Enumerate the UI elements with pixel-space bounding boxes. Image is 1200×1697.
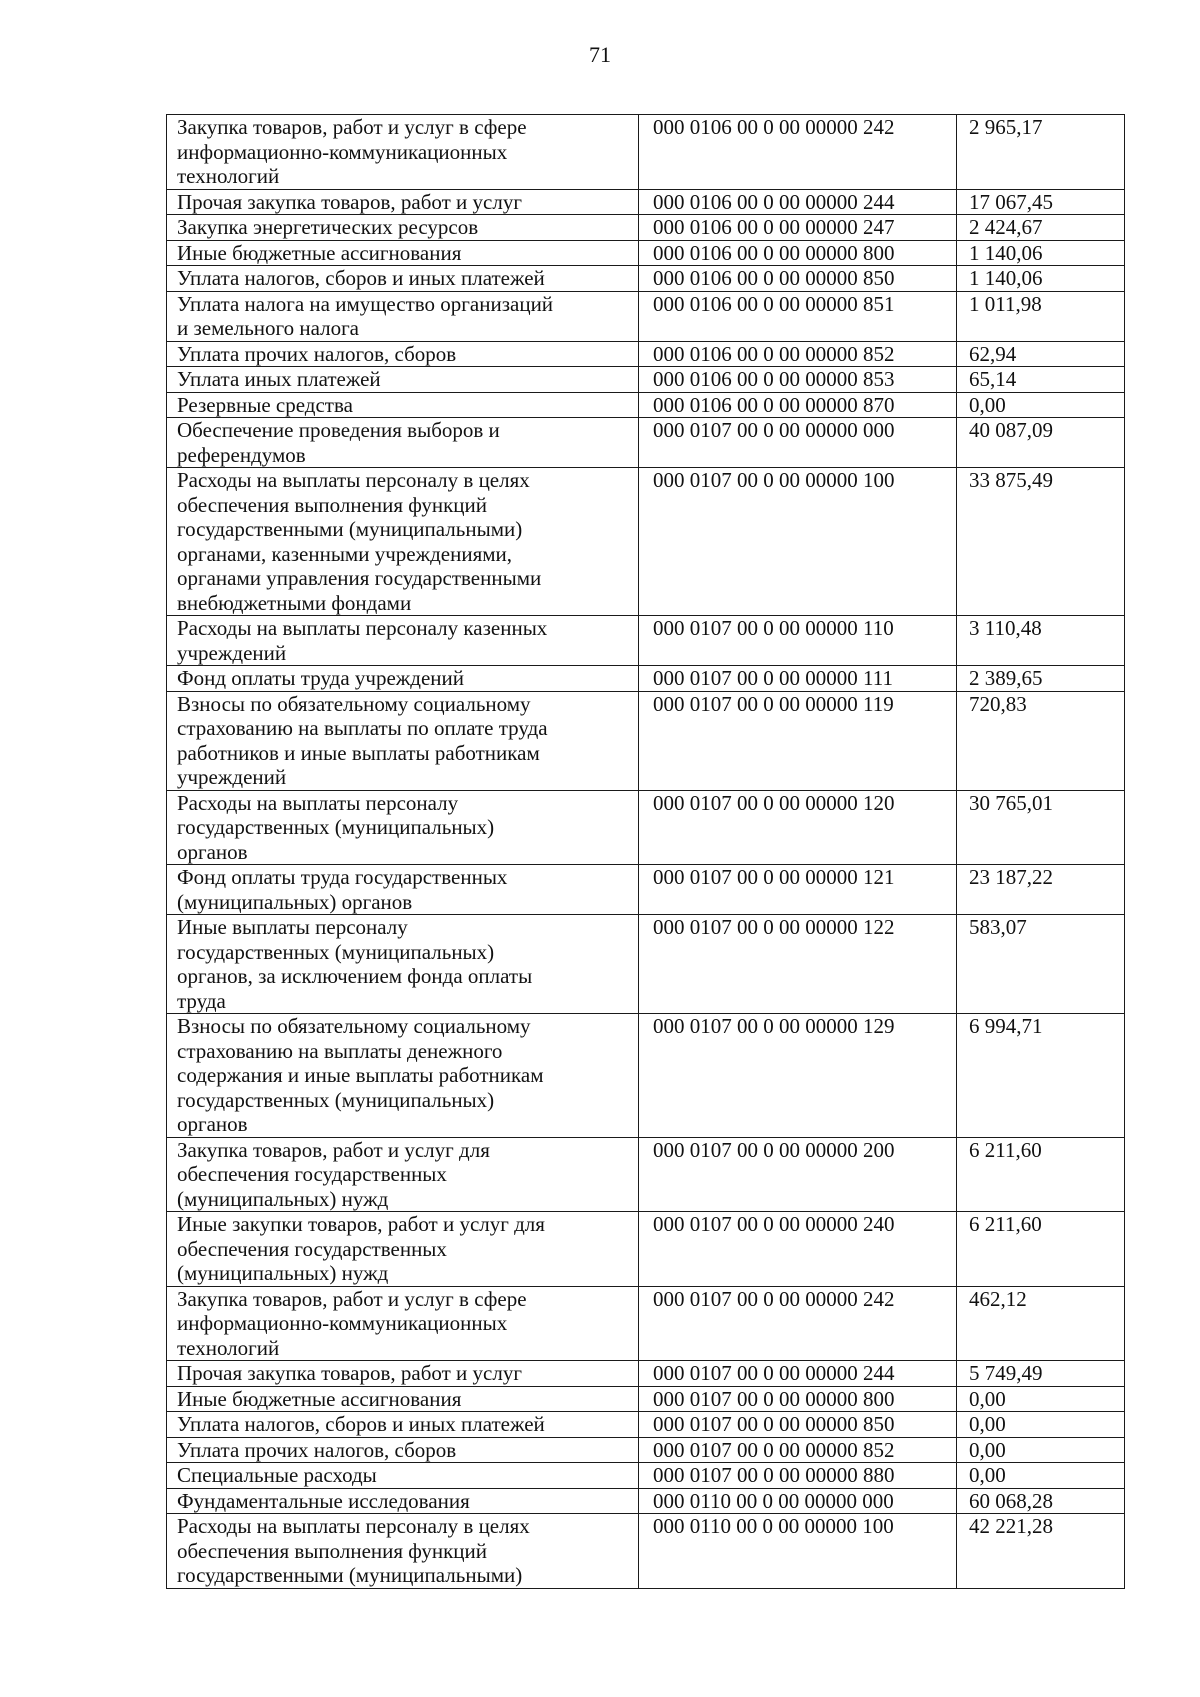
amount-cell: 2 965,17 — [957, 115, 1125, 190]
table-row — [167, 115, 1125, 190]
amount-cell: 40 087,09 — [957, 418, 1125, 468]
expense-name-cell: Расходы на выплаты персоналу казенных учреждений — [167, 616, 639, 666]
expense-name-cell: Фундаментальные исследования — [167, 1488, 639, 1514]
budget-code-cell: 000 0107 00 0 00 00000 242 — [639, 1286, 957, 1361]
budget-code-cell: 000 0107 00 0 00 00000 240 — [639, 1212, 957, 1287]
expense-name-cell: Уплата иных платежей — [167, 367, 639, 393]
expense-name-cell: Закупка товаров, работ и услуг в сфере информационно-коммуникационных технологий — [167, 115, 639, 190]
amount-cell: 0,00 — [957, 1386, 1125, 1412]
table-row — [167, 790, 1125, 865]
amount-cell: 462,12 — [957, 1286, 1125, 1361]
expense-name-cell: Иные выплаты персоналу государственных (муниципальных) органов, за исключением фонда оплаты труда — [167, 915, 639, 1014]
amount-cell: 65,14 — [957, 367, 1125, 393]
amount-cell: 0,00 — [957, 1463, 1125, 1489]
expense-name-cell: Взносы по обязательному социальному страхованию на выплаты денежного содержания и иные выплаты работникам государственных (муниципальных) органов — [167, 1014, 639, 1138]
expense-name-cell: Уплата прочих налогов, сборов — [167, 341, 639, 367]
expense-name-cell: Фонд оплаты труда государственных (муниципальных) органов — [167, 865, 639, 915]
table-row — [167, 341, 1125, 367]
table-row — [167, 468, 1125, 616]
budget-code-cell: 000 0107 00 0 00 00000 880 — [639, 1463, 957, 1489]
budget-code-cell: 000 0107 00 0 00 00000 111 — [639, 666, 957, 692]
expense-name-cell: Фонд оплаты труда учреждений — [167, 666, 639, 692]
table-row — [167, 865, 1125, 915]
expense-name-cell: Закупка энергетических ресурсов — [167, 215, 639, 241]
budget-code-cell: 000 0106 00 0 00 00000 800 — [639, 240, 957, 266]
table-row — [167, 1014, 1125, 1138]
budget-code-cell: 000 0106 00 0 00 00000 853 — [639, 367, 957, 393]
amount-cell: 1 140,06 — [957, 240, 1125, 266]
expense-name-cell: Прочая закупка товаров, работ и услуг — [167, 189, 639, 215]
table-row — [167, 266, 1125, 292]
expense-name-cell: Специальные расходы — [167, 1463, 639, 1489]
budget-code-cell: 000 0107 00 0 00 00000 244 — [639, 1361, 957, 1387]
table-row — [167, 240, 1125, 266]
amount-cell: 3 110,48 — [957, 616, 1125, 666]
budget-code-cell: 000 0106 00 0 00 00000 850 — [639, 266, 957, 292]
budget-code-cell: 000 0107 00 0 00 00000 000 — [639, 418, 957, 468]
page-number: 71 — [589, 42, 611, 67]
expense-name-cell: Закупка товаров, работ и услуг в сфере информационно-коммуникационных технологий — [167, 1286, 639, 1361]
budget-code-cell: 000 0107 00 0 00 00000 120 — [639, 790, 957, 865]
budget-code-cell: 000 0107 00 0 00 00000 122 — [639, 915, 957, 1014]
table-row — [167, 1514, 1125, 1589]
table-row — [167, 418, 1125, 468]
budget-table — [166, 114, 1125, 1589]
budget-code-cell: 000 0106 00 0 00 00000 247 — [639, 215, 957, 241]
table-row — [167, 1361, 1125, 1387]
amount-cell: 33 875,49 — [957, 468, 1125, 616]
expense-name-cell: Закупка товаров, работ и услуг для обеспечения государственных (муниципальных) нужд — [167, 1137, 639, 1212]
amount-cell: 1 011,98 — [957, 291, 1125, 341]
budget-code-cell: 000 0107 00 0 00 00000 119 — [639, 691, 957, 790]
budget-code-cell: 000 0107 00 0 00 00000 800 — [639, 1386, 957, 1412]
amount-cell: 30 765,01 — [957, 790, 1125, 865]
budget-code-cell: 000 0107 00 0 00 00000 121 — [639, 865, 957, 915]
amount-cell: 0,00 — [957, 392, 1125, 418]
expense-name-cell: Иные бюджетные ассигнования — [167, 1386, 639, 1412]
amount-cell: 17 067,45 — [957, 189, 1125, 215]
amount-cell: 0,00 — [957, 1412, 1125, 1438]
amount-cell: 23 187,22 — [957, 865, 1125, 915]
expense-name-cell: Расходы на выплаты персоналу государственных (муниципальных) органов — [167, 790, 639, 865]
budget-code-cell: 000 0107 00 0 00 00000 200 — [639, 1137, 957, 1212]
amount-cell: 720,83 — [957, 691, 1125, 790]
table-row — [167, 367, 1125, 393]
amount-cell: 6 994,71 — [957, 1014, 1125, 1138]
table-row — [167, 616, 1125, 666]
expense-name-cell: Иные закупки товаров, работ и услуг для обеспечения государственных (муниципальных) нужд — [167, 1212, 639, 1287]
amount-cell: 2 424,67 — [957, 215, 1125, 241]
budget-code-cell: 000 0110 00 0 00 00000 100 — [639, 1514, 957, 1589]
table-row — [167, 291, 1125, 341]
table-row — [167, 1412, 1125, 1438]
budget-table-body — [167, 115, 1125, 1589]
amount-cell: 42 221,28 — [957, 1514, 1125, 1589]
table-row — [167, 1386, 1125, 1412]
budget-code-cell: 000 0107 00 0 00 00000 852 — [639, 1437, 957, 1463]
table-row — [167, 215, 1125, 241]
amount-cell: 62,94 — [957, 341, 1125, 367]
expense-name-cell: Уплата налога на имущество организаций и земельного налога — [167, 291, 639, 341]
expense-name-cell: Иные бюджетные ассигнования — [167, 240, 639, 266]
budget-code-cell: 000 0106 00 0 00 00000 851 — [639, 291, 957, 341]
table-row — [167, 1488, 1125, 1514]
table-row — [167, 1463, 1125, 1489]
table-row — [167, 666, 1125, 692]
expense-name-cell: Обеспечение проведения выборов и референдумов — [167, 418, 639, 468]
expense-name-cell: Резервные средства — [167, 392, 639, 418]
table-row — [167, 915, 1125, 1014]
table-row — [167, 691, 1125, 790]
amount-cell: 6 211,60 — [957, 1137, 1125, 1212]
budget-code-cell: 000 0107 00 0 00 00000 100 — [639, 468, 957, 616]
amount-cell: 0,00 — [957, 1437, 1125, 1463]
table-row — [167, 1212, 1125, 1287]
amount-cell: 6 211,60 — [957, 1212, 1125, 1287]
budget-code-cell: 000 0107 00 0 00 00000 110 — [639, 616, 957, 666]
expense-name-cell: Расходы на выплаты персоналу в целях обеспечения выполнения функций государственными (муниципальными) органами, казенными учреждениями, органами управления государственными внебюджетными фондами — [167, 468, 639, 616]
budget-code-cell: 000 0106 00 0 00 00000 244 — [639, 189, 957, 215]
budget-code-cell: 000 0110 00 0 00 00000 000 — [639, 1488, 957, 1514]
expense-name-cell: Прочая закупка товаров, работ и услуг — [167, 1361, 639, 1387]
expense-name-cell: Расходы на выплаты персоналу в целях обеспечения выполнения функций государственными (муниципальными) — [167, 1514, 639, 1589]
amount-cell: 60 068,28 — [957, 1488, 1125, 1514]
table-row — [167, 392, 1125, 418]
budget-code-cell: 000 0107 00 0 00 00000 850 — [639, 1412, 957, 1438]
expense-name-cell: Взносы по обязательному социальному страхованию на выплаты по оплате труда работников и иные выплаты работникам учреждений — [167, 691, 639, 790]
amount-cell: 583,07 — [957, 915, 1125, 1014]
amount-cell: 2 389,65 — [957, 666, 1125, 692]
table-row — [167, 189, 1125, 215]
budget-code-cell: 000 0106 00 0 00 00000 242 — [639, 115, 957, 190]
budget-code-cell: 000 0106 00 0 00 00000 870 — [639, 392, 957, 418]
budget-code-cell: 000 0106 00 0 00 00000 852 — [639, 341, 957, 367]
expense-name-cell: Уплата прочих налогов, сборов — [167, 1437, 639, 1463]
amount-cell: 5 749,49 — [957, 1361, 1125, 1387]
expense-name-cell: Уплата налогов, сборов и иных платежей — [167, 266, 639, 292]
table-row — [167, 1437, 1125, 1463]
amount-cell: 1 140,06 — [957, 266, 1125, 292]
budget-code-cell: 000 0107 00 0 00 00000 129 — [639, 1014, 957, 1138]
expense-name-cell: Уплата налогов, сборов и иных платежей — [167, 1412, 639, 1438]
table-row — [167, 1137, 1125, 1212]
table-row — [167, 1286, 1125, 1361]
